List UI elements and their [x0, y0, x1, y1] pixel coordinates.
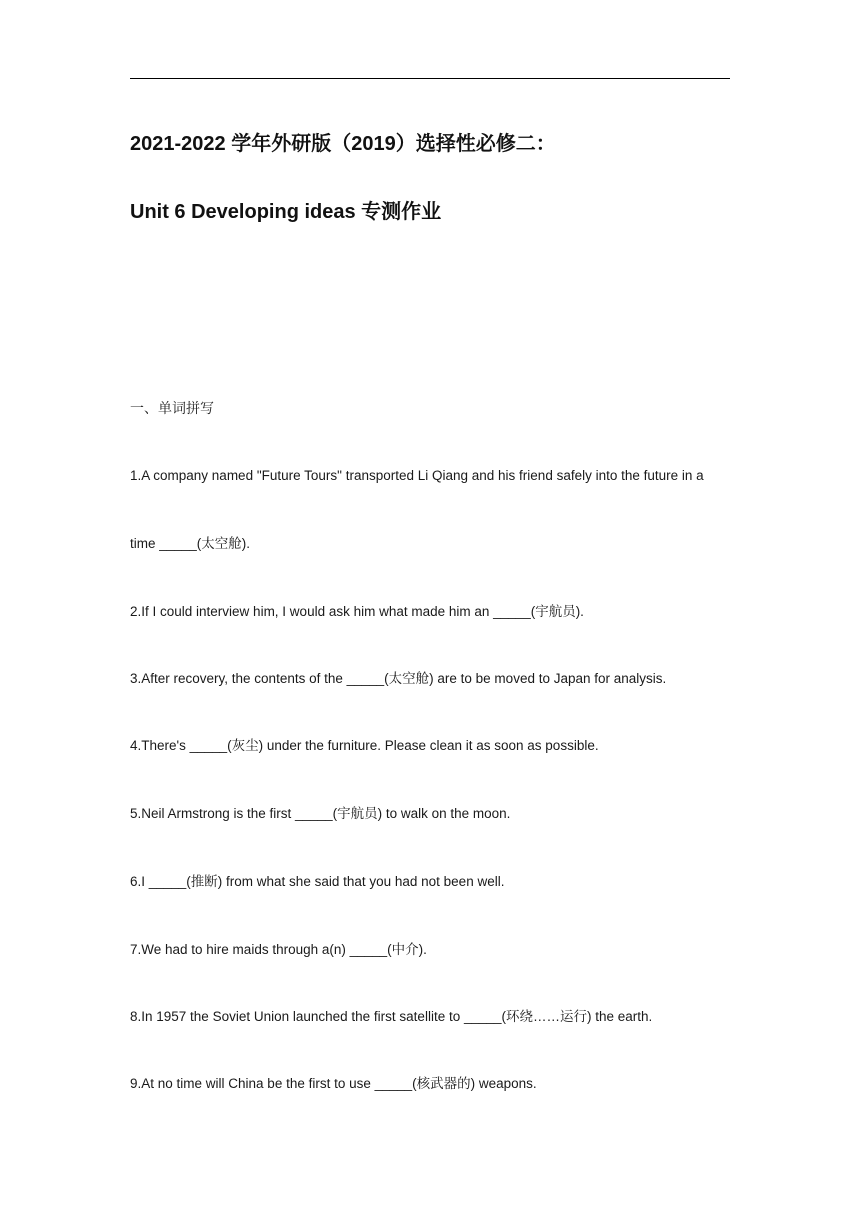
question-line: 4.There's _____(灰尘) under the furniture. Please clean it as soon as possible. [130, 738, 599, 753]
section-heading: 一、单词拼写 [130, 401, 214, 417]
header-rule [130, 78, 730, 79]
document-title: 2021-2022 学年外研版（2019）选择性必修二： [130, 133, 556, 155]
question-line: 5.Neil Armstrong is the first _____(宇航员) to walk on the moon. [130, 806, 511, 821]
question-line: 2.If I could interview him, I would ask him what made him an _____(宇航员). [130, 604, 584, 619]
question-line: 3.After recovery, the contents of the _____(太空舱) are to be moved to Japan for analysis. [130, 671, 667, 686]
question-line: 1.A company named "Future Tours" transported Li Qiang and his friend safely into the future in a [130, 468, 704, 483]
question-line: 9.At no time will China be the first to use _____(核武器的) weapons. [130, 1076, 537, 1091]
question-line: 8.In 1957 the Soviet Union launched the first satellite to _____(环绕……运行) the earth. [130, 1009, 653, 1024]
question-line: 7.We had to hire maids through a(n) _____(中介). [130, 942, 427, 957]
question-line: time _____(太空舱). [130, 536, 251, 551]
document-subtitle: Unit 6 Developing ideas 专测作业 [130, 201, 442, 223]
question-line: 6.I _____(推断) from what she said that you had not been well. [130, 874, 505, 889]
